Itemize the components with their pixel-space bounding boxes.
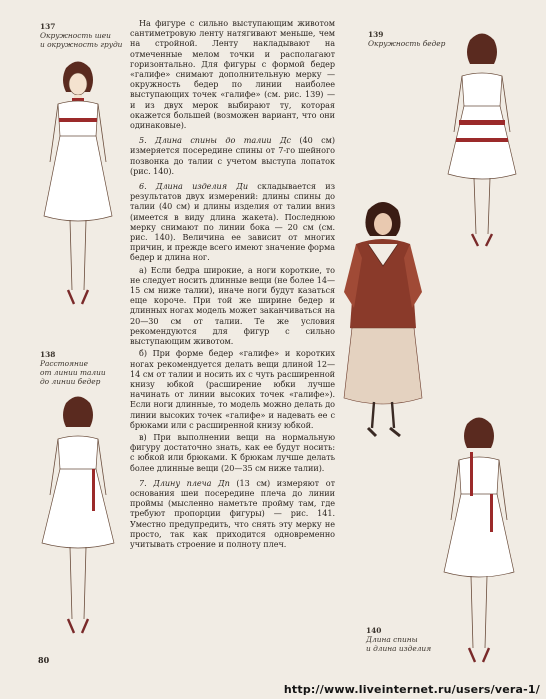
watermark-url: http://www.liveinternet.ru/users/vera-1/ bbox=[283, 683, 540, 696]
figure-138-number: 138 bbox=[40, 350, 56, 359]
figure-140-number: 140 bbox=[366, 626, 382, 635]
paragraph-6a: а) Если бедра широкие, а ноги короткие, то не следует носить длинные вещи (не более 14—15 см ниже талии), иначе ноги будут казаться еще короче. При той же ширине бедер и длинных ногах модель может заканчиваться на 20—30 см от талии. Те же условия рекомендуются для фигур с сильно выступающим животом. bbox=[130, 264, 335, 347]
paragraph-7 bbox=[130, 478, 335, 549]
figure-139-illustration bbox=[432, 30, 532, 255]
paragraph-6-body: складывается из результатов двух измерений: длины спины до талии (40 см) и длины изделия от талии вниз (имеется в виду длина жакета). Последнюю мерку снимают по линии бока — 20 см (см. рис. 140). Величина ее зависит от многих причин, и прежде всего имеют значение форма бедер и длина ног. bbox=[130, 181, 335, 263]
paragraph-6-heading: 6. Длина изделия Ди bbox=[139, 181, 248, 192]
figure-138-caption-text: Расстояние от линии талии до линии бедер bbox=[40, 359, 106, 386]
figure-137-caption bbox=[40, 22, 122, 49]
figure-140-illustration bbox=[424, 414, 534, 676]
figure-140-caption-text: Длина спины и длина изделия bbox=[366, 635, 432, 653]
figure-138-caption bbox=[40, 350, 106, 386]
paragraph-6c: в) При выполнении вещи на нормальную фигуру достаточно знать, как ее будут носить: с юбкой или брюками. К брюкам лучше делать более длинные вещи (20—35 см ниже талии). bbox=[130, 431, 335, 473]
main-text bbox=[130, 18, 335, 551]
paragraph-7-heading: 7. Длину плеча Дп bbox=[139, 477, 230, 488]
figure-139-number: 139 bbox=[368, 30, 384, 39]
paragraph-6b: б) При форме бедер «галифе» и коротких ногах рекомендуется делать вещи длиной 12—14 см от талии и носить их с чуть расширенной книзу юбкой (расширение юбки лучше начинать от линии высоких точек «галифе»). Если ноги длинные, то модель можно делать до линии высоких точек «галифе» и надевать ее с брюками или с расширенной книзу юбкой. bbox=[130, 348, 335, 430]
figure-137-illustration bbox=[28, 58, 128, 323]
figure-137-number: 137 bbox=[40, 22, 56, 31]
paragraph-5 bbox=[130, 135, 335, 176]
figure-138-illustration bbox=[28, 393, 128, 643]
model-illustration bbox=[338, 196, 428, 446]
figure-139-caption-text: Окружность бедер bbox=[368, 39, 446, 48]
paragraph-7-body: (13 см) измеряют от основания шеи посередине плеча до линии проймы (мысленно наметьте пройму там, где требуют пропорции фигуры) — рис. 141. Уместно предупредить, что снять эту мерку не просто, так как приходится одновременно учитывать строение и полноту плеч. bbox=[130, 477, 335, 549]
figure-140-caption bbox=[366, 626, 431, 653]
paragraph-hips: На фигуре с сильно выступающим животом сантиметровую ленту натягивают меньше, чем на стройной. Ленту накладывают на отмеченные мелом точки и располагают горизонтально. Для фигуры с формой бедер «галифе» снимают дополнительную мерку — окружность бедер по линии наиболее выступающих точек «галифе» (см. рис. 139) — и из двух мерок выбирают ту, которая окажется большей (возможен вариант, что они одинаковые). bbox=[130, 18, 335, 131]
paragraph-6 bbox=[130, 181, 335, 263]
paragraph-5-heading: 5. Длина спины до талии Дс bbox=[139, 135, 291, 146]
figure-137-caption-text: Окружность шеи и окружность груди bbox=[40, 31, 123, 49]
paragraph-5-body: (40 см) измеряется посередине спины от 7-го шейного позвонка до талии с учетом выступа лопаток (рис. 140). bbox=[130, 135, 335, 176]
page-number: 80 bbox=[38, 655, 50, 665]
